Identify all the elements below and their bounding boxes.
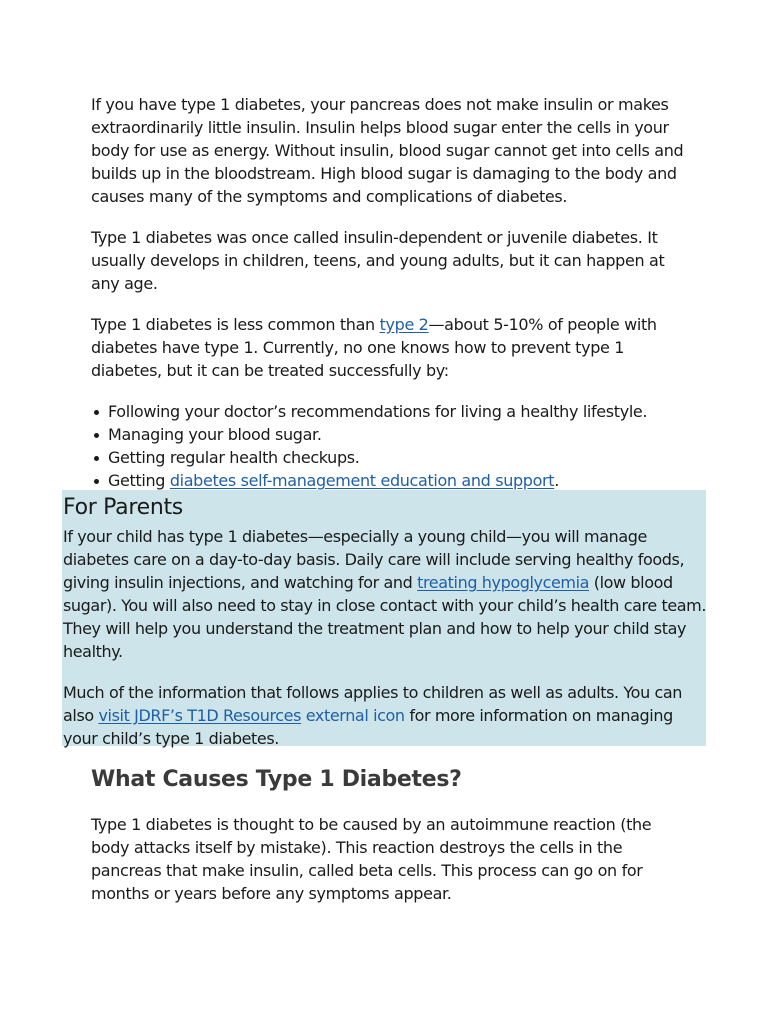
causes-paragraph: Type 1 diabetes is thought to be caused by an autoimmune reaction (the body attacks itself by mistake). This reaction destroys the cells in the pancreas that make insulin, called beta cells. This process can go on for months or years before any symptoms appear. — [91, 815, 652, 903]
intro-paragraph-3-text-after: —about 5-10% of people with diabetes have type 1. Currently, no one knows how to prevent type 1 diabetes, but it can be treated successfully by: — [91, 315, 657, 380]
intro-paragraph-3-text-before: Type 1 diabetes is less common than — [91, 315, 380, 334]
list-item: Managing your blood sugar. — [108, 423, 691, 446]
treating-hypoglycemia-link[interactable]: treating hypoglycemia — [417, 573, 590, 592]
for-parents-content — [63, 493, 709, 750]
intro-paragraph-1: If you have type 1 diabetes, your pancreas does not make insulin or makes extraordinarily little insulin. Insulin helps blood sugar enter the cells in your body for use as energy. Without insulin, blood sugar cannot get into cells and builds up in the bloodstream. High blood sugar is damaging to the body and causes many of the symptoms and complications of diabetes. — [91, 95, 684, 206]
for-parents-paragraph-2 — [63, 681, 709, 750]
for-parents-paragraph-1 — [63, 525, 709, 663]
intro-section — [91, 93, 691, 492]
intro-paragraph-2: Type 1 diabetes was once called insulin-dependent or juvenile diabetes. It usually develops in children, teens, and young adults, but it can happen at any age. — [91, 228, 665, 293]
self-management-education-link[interactable]: diabetes self-management education and support — [169, 471, 555, 490]
intro-paragraph-3 — [91, 313, 691, 382]
for-parents-paragraph-2-text-after: for more information on managing your child’s type 1 diabetes. — [63, 706, 673, 748]
for-parents-callout — [62, 490, 706, 746]
causes-heading: What Causes Type 1 Diabetes? — [91, 767, 462, 792]
for-parents-heading: For Parents — [63, 495, 183, 520]
type-2-link[interactable]: type 2 — [379, 315, 429, 334]
list-item: Following your doctor’s recommendations for living a healthy lifestyle. — [108, 400, 691, 423]
list-item: Getting regular health checkups. — [108, 446, 691, 469]
for-parents-paragraph-1-text-before: If your child has type 1 diabetes—especially a young child—you will manage diabetes care on a day-to-day basis. Daily care will include serving healthy foods, giving insulin injections, and watching for and — [63, 527, 685, 592]
jdrf-resources-link[interactable]: visit JDRF’s T1D Resources — [98, 706, 302, 725]
treatment-list — [91, 400, 691, 492]
for-parents-paragraph-1-text-after: (low blood sugar). You will also need to stay in close contact with your child’s health care team. They will help you understand the treatment plan and how to help your child stay healthy. — [63, 573, 707, 661]
list-item-suffix: . — [554, 471, 559, 490]
list-item-prefix: Getting — [108, 471, 170, 490]
causes-section — [91, 765, 691, 905]
list-item — [108, 469, 691, 492]
external-link-icon: external icon — [305, 706, 405, 725]
for-parents-paragraph-2-text-before: Much of the information that follows applies to children as well as adults. You can also — [63, 683, 683, 725]
